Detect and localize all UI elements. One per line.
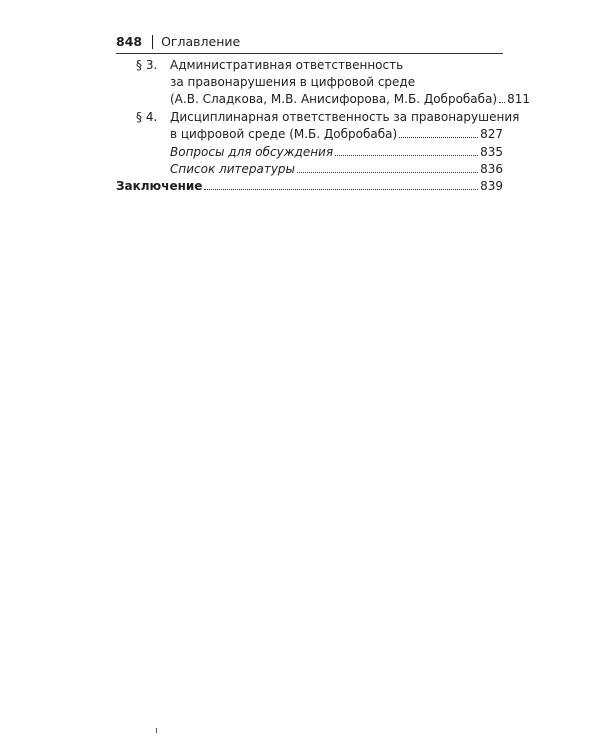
- section-number: § 4.: [136, 110, 158, 124]
- page-number: 848: [116, 34, 143, 49]
- toc-entry-discussion-questions[interactable]: [116, 144, 503, 161]
- entry-title: Заключение: [116, 179, 203, 193]
- dot-leader: [335, 155, 478, 156]
- header-rule: [116, 53, 503, 54]
- entry-title-line: в цифровой среде (М.Б. Добробаба): [170, 127, 398, 141]
- page-reference: 836: [480, 162, 503, 176]
- dot-leader: [399, 137, 478, 138]
- entry-title-line: Дисциплинарная ответственность за правонарушения: [170, 110, 520, 124]
- page-reference: 827: [480, 127, 503, 141]
- dot-leader: [297, 172, 478, 173]
- entry-title-line: за правонарушения в цифровой среде: [170, 75, 416, 89]
- toc-entry-conclusion[interactable]: [116, 178, 503, 195]
- entry-title-line: Административная ответственность: [170, 58, 404, 72]
- entry-title: Вопросы для обсуждения: [170, 145, 334, 159]
- header-title: Оглавление: [161, 34, 241, 49]
- scan-speck: [156, 728, 157, 733]
- toc-entry-section-3[interactable]: [116, 57, 531, 108]
- entry-title-line: (А.В. Сладкова, М.В. Анисифорова, М.Б. Добробаба): [170, 92, 498, 106]
- entry-title: Список литературы: [170, 162, 296, 176]
- dot-leader: [499, 102, 505, 103]
- dot-leader: [204, 189, 478, 190]
- table-of-contents: [116, 57, 531, 195]
- page-reference: 835: [480, 145, 503, 159]
- page-reference: 839: [480, 179, 503, 193]
- page-reference: 811: [507, 92, 531, 106]
- section-number: § 3.: [136, 58, 158, 72]
- header-separator: [152, 35, 153, 49]
- toc-entry-section-4[interactable]: [116, 109, 520, 143]
- running-header: [116, 34, 240, 50]
- toc-entry-bibliography[interactable]: [116, 161, 503, 178]
